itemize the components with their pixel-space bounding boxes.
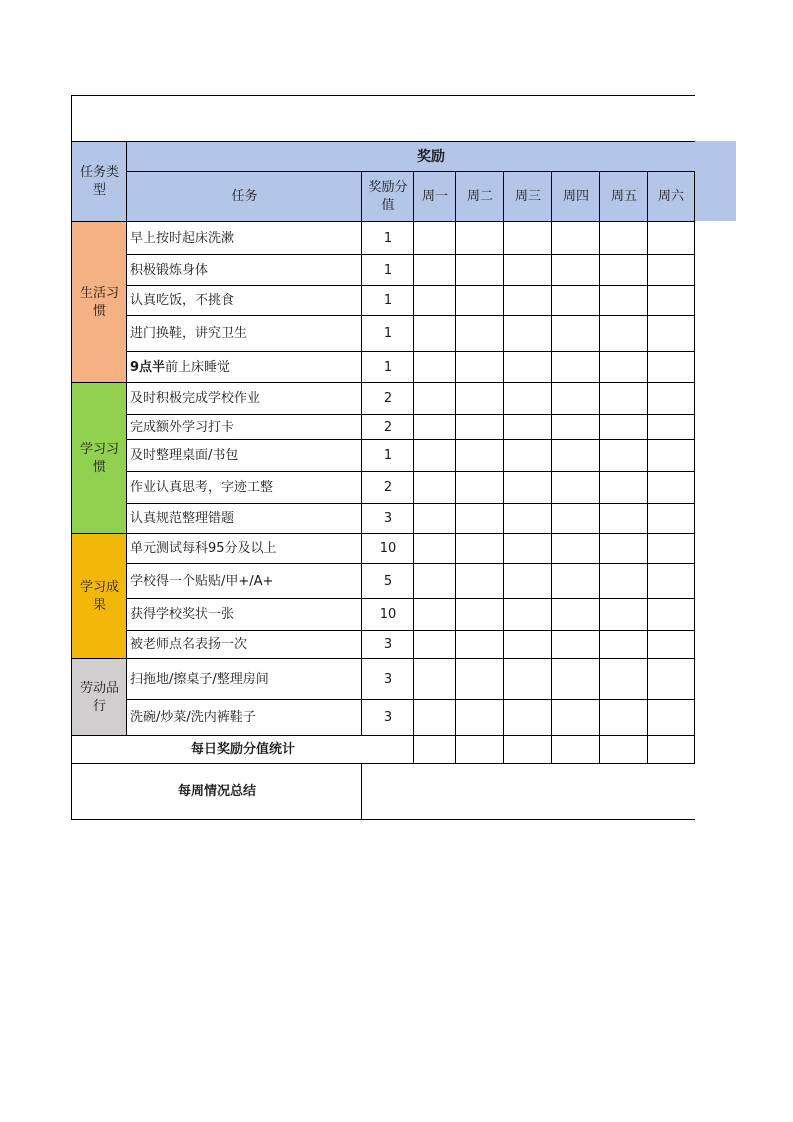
score-cell: 2 (361, 471, 414, 504)
day-check-cell[interactable] (455, 285, 504, 316)
task-name-cell: 作业认真思考，字迹工整 (126, 471, 362, 504)
day-check-cell[interactable] (413, 471, 456, 504)
day-check-cell[interactable] (413, 414, 456, 440)
category-cell: 生活习惯 (71, 221, 127, 383)
day-check-cell[interactable] (503, 598, 552, 631)
day-check-cell[interactable] (413, 503, 456, 534)
day-check-cell[interactable] (551, 382, 600, 415)
day-check-cell[interactable] (599, 414, 648, 440)
day-check-cell[interactable] (455, 315, 504, 352)
day-check-cell[interactable] (503, 285, 552, 316)
task-name-cell: 早上按时起床洗漱 (126, 221, 362, 255)
day-check-cell[interactable] (455, 439, 504, 472)
day-check-cell[interactable] (551, 699, 600, 736)
day-check-cell[interactable] (551, 414, 600, 440)
daily-total-cell[interactable] (455, 735, 504, 764)
day-check-cell[interactable] (647, 598, 695, 631)
day-check-cell[interactable] (647, 315, 695, 352)
task-name-cell: 获得学校奖状一张 (126, 598, 362, 631)
score-cell: 10 (361, 533, 414, 564)
day-check-cell[interactable] (599, 630, 648, 659)
header-band (695, 141, 736, 221)
day-header-2: 周二 (455, 171, 504, 221)
category-cell: 劳动品行 (71, 658, 127, 736)
score-cell: 3 (361, 658, 414, 700)
score-cell: 1 (361, 439, 414, 472)
day-check-cell[interactable] (551, 439, 600, 472)
day-check-cell[interactable] (503, 439, 552, 472)
day-header-4: 周四 (551, 171, 600, 221)
day-check-cell[interactable] (455, 658, 504, 700)
day-check-cell[interactable] (551, 503, 600, 534)
daily-total-cell[interactable] (647, 735, 695, 764)
task-name-cell: 积极锻炼身体 (126, 254, 362, 286)
day-check-cell[interactable] (503, 382, 552, 415)
daily-total-cell[interactable] (551, 735, 600, 764)
day-check-cell[interactable] (503, 563, 552, 599)
day-check-cell[interactable] (599, 351, 648, 383)
weekly-summary-input[interactable] (361, 763, 695, 820)
task-name-cell: 学校得一个贴贴/甲+/A+ (126, 563, 362, 599)
day-check-cell[interactable] (647, 533, 695, 564)
day-check-cell[interactable] (455, 533, 504, 564)
task-name-cell: 及时积极完成学校作业 (126, 382, 362, 415)
score-cell: 1 (361, 351, 414, 383)
day-check-cell[interactable] (599, 503, 648, 534)
day-check-cell[interactable] (551, 658, 600, 700)
score-cell: 2 (361, 414, 414, 440)
day-check-cell[interactable] (503, 254, 552, 286)
day-check-cell[interactable] (551, 254, 600, 286)
category-cell: 学习习惯 (71, 382, 127, 534)
day-check-cell[interactable] (551, 563, 600, 599)
score-cell: 3 (361, 699, 414, 736)
day-check-cell[interactable] (455, 221, 504, 255)
daily-total-label: 每日奖励分值统计 (71, 735, 414, 764)
task-name-cell: 及时整理桌面/书包 (126, 439, 362, 472)
day-check-cell[interactable] (599, 315, 648, 352)
day-check-cell[interactable] (647, 414, 695, 440)
day-check-cell[interactable] (455, 699, 504, 736)
task-name-cell: 被老师点名表扬一次 (126, 630, 362, 659)
day-check-cell[interactable] (503, 315, 552, 352)
score-cell: 1 (361, 285, 414, 316)
day-check-cell[interactable] (599, 221, 648, 255)
day-check-cell[interactable] (455, 254, 504, 286)
day-check-cell[interactable] (503, 533, 552, 564)
day-check-cell[interactable] (599, 699, 648, 736)
day-check-cell[interactable] (647, 254, 695, 286)
day-check-cell[interactable] (551, 315, 600, 352)
day-check-cell[interactable] (599, 563, 648, 599)
day-check-cell[interactable] (647, 285, 695, 316)
task-name-cell: 洗碗/炒菜/洗内裤鞋子 (126, 699, 362, 736)
daily-total-cell[interactable] (413, 735, 456, 764)
day-header-6: 周六 (647, 171, 695, 221)
day-check-cell[interactable] (647, 439, 695, 472)
day-check-cell[interactable] (455, 414, 504, 440)
task-name-cell: 扫拖地/擦桌子/整理房间 (126, 658, 362, 700)
score-cell: 1 (361, 254, 414, 286)
day-check-cell[interactable] (413, 699, 456, 736)
day-check-cell[interactable] (599, 533, 648, 564)
day-header-1: 周一 (413, 171, 456, 221)
day-check-cell[interactable] (413, 315, 456, 352)
weekly-summary-label: 每周情况总结 (71, 763, 362, 820)
day-check-cell[interactable] (599, 658, 648, 700)
day-check-cell[interactable] (413, 658, 456, 700)
day-check-cell[interactable] (413, 254, 456, 286)
day-check-cell[interactable] (647, 658, 695, 700)
day-check-cell[interactable] (503, 221, 552, 255)
day-check-cell[interactable] (647, 699, 695, 736)
score-cell: 10 (361, 598, 414, 631)
title-row[interactable] (71, 95, 695, 141)
task-name-cell: 单元测试每科95分及以上 (126, 533, 362, 564)
day-header-5: 周五 (599, 171, 648, 221)
day-check-cell[interactable] (647, 221, 695, 255)
day-check-cell[interactable] (413, 533, 456, 564)
task-header: 任务 (126, 171, 362, 221)
day-check-cell[interactable] (413, 285, 456, 316)
day-check-cell[interactable] (647, 503, 695, 534)
day-check-cell[interactable] (551, 351, 600, 383)
day-check-cell[interactable] (455, 598, 504, 631)
day-check-cell[interactable] (413, 630, 456, 659)
day-check-cell[interactable] (503, 503, 552, 534)
daily-total-cell[interactable] (503, 735, 552, 764)
day-check-cell[interactable] (455, 630, 504, 659)
day-check-cell[interactable] (647, 382, 695, 415)
task-name-cell: 9点半 前上床睡觉 (126, 351, 362, 383)
task-name-cell: 完成额外学习打卡 (126, 414, 362, 440)
day-check-cell[interactable] (599, 471, 648, 504)
day-check-cell[interactable] (455, 503, 504, 534)
day-check-cell[interactable] (413, 439, 456, 472)
day-check-cell[interactable] (455, 351, 504, 383)
day-check-cell[interactable] (503, 658, 552, 700)
category-header: 任务类型 (71, 141, 127, 221)
task-name-cell: 进门换鞋，讲究卫生 (126, 315, 362, 352)
category-cell: 学习成果 (71, 533, 127, 659)
day-check-cell[interactable] (413, 598, 456, 631)
day-check-cell[interactable] (647, 351, 695, 383)
task-name-cell: 认真规范整理错题 (126, 503, 362, 534)
day-check-cell[interactable] (551, 285, 600, 316)
day-check-cell[interactable] (503, 351, 552, 383)
day-check-cell[interactable] (455, 382, 504, 415)
day-check-cell[interactable] (599, 254, 648, 286)
day-check-cell[interactable] (647, 630, 695, 659)
day-check-cell[interactable] (599, 285, 648, 316)
day-header-3: 周三 (503, 171, 552, 221)
day-check-cell[interactable] (413, 382, 456, 415)
day-check-cell[interactable] (413, 563, 456, 599)
score-header: 奖励分值 (361, 171, 414, 221)
score-cell: 1 (361, 221, 414, 255)
day-check-cell[interactable] (599, 382, 648, 415)
task-name-cell: 认真吃饭，不挑食 (126, 285, 362, 316)
day-check-cell[interactable] (551, 630, 600, 659)
day-check-cell[interactable] (551, 598, 600, 631)
day-check-cell[interactable] (413, 351, 456, 383)
day-check-cell[interactable] (599, 439, 648, 472)
day-check-cell[interactable] (647, 471, 695, 504)
day-check-cell[interactable] (455, 471, 504, 504)
day-check-cell[interactable] (413, 221, 456, 255)
day-check-cell[interactable] (599, 598, 648, 631)
score-cell: 3 (361, 503, 414, 534)
score-cell: 1 (361, 315, 414, 352)
day-check-cell[interactable] (551, 471, 600, 504)
day-check-cell[interactable] (503, 414, 552, 440)
day-check-cell[interactable] (551, 221, 600, 255)
day-check-cell[interactable] (503, 630, 552, 659)
day-check-cell[interactable] (503, 471, 552, 504)
reward-header: 奖励 (126, 141, 695, 172)
score-cell: 3 (361, 630, 414, 659)
daily-total-cell[interactable] (599, 735, 648, 764)
day-check-cell[interactable] (551, 533, 600, 564)
day-check-cell[interactable] (647, 563, 695, 599)
day-check-cell[interactable] (503, 699, 552, 736)
day-check-cell[interactable] (455, 563, 504, 599)
score-cell: 2 (361, 382, 414, 415)
score-cell: 5 (361, 563, 414, 599)
